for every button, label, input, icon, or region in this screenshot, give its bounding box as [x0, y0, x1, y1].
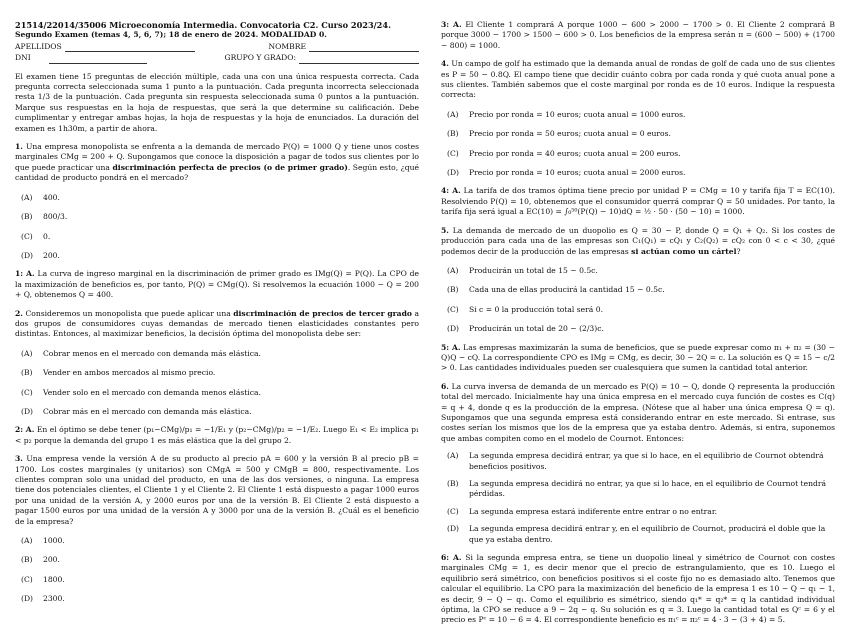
- nombre-input-line[interactable]: [309, 43, 419, 52]
- grupo-input-line[interactable]: [299, 55, 419, 64]
- q2-option-c[interactable]: (C) Vender solo en el mercado con demanda menos elástica.: [21, 387, 261, 397]
- dni-label: DNI: [15, 53, 31, 63]
- question-6: 6. La curva inversa de demanda de un mercado es P(Q) = 10 − Q, donde Q representa la producción total del mercado. Inicialmente hay una única empresa en el mercado cuya función de costes es C(q) = q + 4, donde q es la producción de la empresa. (Nótese que al haber una única empresa Q = q). Supongamos que una segunda empresa está considerando entrar en este mercado. Si entrase, sus costes serían los mismos que los de la empresa que ya estaba dentro. Además, si entra, suponemos que ambas compiten como en el modelo de Cournot. Entonces:: [441, 381, 835, 443]
- grupo-field[interactable]: [225, 53, 420, 63]
- name-fields-row: [15, 42, 419, 52]
- apellidos-input-line[interactable]: [65, 43, 195, 52]
- instructions-paragraph: El examen tiene 15 preguntas de elección múltiple, cada una con una única respuesta correcta. Cada pregunta correcta seleccionada suma 1 punto a la puntuación. Cada pregunta incorrecta seleccionada resta 1/3 de la puntuación. Cada pregunta sin respuesta seleccionada suma 0 puntos a la puntuación. Marque sus respuestas en la hoja de respuestas, que será la que determine su calificación. Debe cumplimentar y entregar ambas hojas, la hoja de respuestas y la hoja de enunciados. La duración del examen es 1h30m, a partir de ahora.: [15, 71, 419, 133]
- q6-option-b[interactable]: (B) La segunda empresa decidirá no entrar, ya que si lo hace, en el equilibrio de Cournot tendrá pérdidas.: [447, 479, 826, 499]
- q5-option-a[interactable]: (A) Producirán un total de 15 − 0.5c.: [447, 265, 598, 275]
- question-5: 5. La demanda de mercado de un duopolio es Q = 30 − P, donde Q = Q₁ + Q₂. Si los costes de producción para cada una de las empresas son C₁(Q₁) = cQ₁ y C₂(Q₂) = cQ₂ con 0 < c < 30, ¿qué podemos decir de la producción de las empresas si actúan como un cártel?: [441, 225, 835, 256]
- q3-option-a[interactable]: (A) 1000.: [21, 536, 65, 546]
- q1-option-d[interactable]: (D) 200.: [21, 250, 60, 260]
- id-fields-row: [15, 53, 419, 63]
- answer-6: 6: A. Si la segunda empresa entra, se tiene un duopolio lineal y simétrico de Cournot con costes marginales CMg = 1, es decir menor que el precio de estrangulamiento, que es 10. Luego el equilibrio será simétrico, con beneficios positivos si el coste fijo no es demasiado alto. Tenemos que calcular el equilibrio. La CPO para la maximización del beneficio de la empresa 1 es 10 − Q − q₁ − 1, es decir, 9 − Q − q₁. Como el equilibrio es simétrico, siendo q₁* = q₂* = q la cantidad individual óptima, la CPO se reduce a 9 − 2q − q. Su solución es q = 3. Luego la cantidad total es Qᶜ = 6 y el precio es Pᶜ = 10 − 6 = 4. El correspondiente beneficio es π₁ᶜ = π₂ᶜ = 4 · 3 − (3 + 4) = 5.: [441, 553, 835, 625]
- q4-option-d[interactable]: (D) Precio por ronda = 10 euros; cuota anual = 2000 euros.: [447, 168, 686, 178]
- q5-option-c[interactable]: (C) Si c = 0 la producción total será 0.: [447, 304, 603, 314]
- q1-option-b[interactable]: (B) 800/3.: [21, 212, 68, 222]
- nombre-label: NOMBRE: [268, 41, 306, 51]
- answer-3: 3: A. El Cliente 1 comprará A porque 1000 − 600 > 2000 − 1700 > 0. El Cliente 2 comprará B porque 3000 − 1700 > 1500 − 600 > 0. Los beneficios de la empresa serán π = (600 − 500) + (1700 − 800) = 1000.: [441, 20, 835, 50]
- q6-option-d[interactable]: (D) La segunda empresa decidirá entrar y, en el equilibrio de Cournot, producirá el doble que la que ya estaba dentro.: [447, 524, 826, 544]
- q2-option-d[interactable]: (D) Cobrar más en el mercado con demanda más elástica.: [21, 406, 252, 416]
- q6-option-c[interactable]: (C) La segunda empresa estará indiferente entre entrar o no entrar.: [447, 506, 718, 516]
- q3-option-d[interactable]: (D) 2300.: [21, 594, 65, 604]
- exam-title: 21514/22014/35006 Microeconomía Intermedia. Convocatoria C2. Curso 2023/24.: [15, 20, 391, 30]
- nombre-field[interactable]: [269, 42, 420, 52]
- answer-2: 2: A. En el óptimo se debe tener (p₁−CMg)/p₁ = −1/E₁ y (p₂−CMg)/p₂ = −1/E₂. Luego E₁ < E₂ implica p₁ < p₂ porque la demanda del grupo 1 es más elástica que la del grupo 2.: [15, 425, 419, 445]
- q5-option-b[interactable]: (B) Cada una de ellas producirá la cantidad 15 − 0.5c.: [447, 285, 665, 295]
- question-2: 2. Consideremos un monopolista que puede aplicar una discriminación de precios de tercer grado a dos grupos de consumidores cuyas demandas de mercado tienen elasticidades constantes pero distintas. Entonces, al maximizar beneficios, la decisión óptima del monopolista debe ser:: [15, 308, 419, 339]
- q4-option-a[interactable]: (A) Precio por ronda = 10 euros; cuota anual = 1000 euros.: [447, 109, 686, 119]
- answer-1: 1: A. La curva de ingreso marginal en la discriminación de primer grado es IMg(Q) = P(Q). La CPO de la maximización de beneficios es, por tanto, P(Q) = CMg(Q). Si resolvemos la ecuación 1000 − Q = 200 + Q, obtenemos Q = 400.: [15, 269, 419, 300]
- question-3: 3. Una empresa vende la versión A de su producto al precio pA = 600 y la versión B al precio pB = 1700. Los costes marginales (y unitarios) son CMgA = 500 y CMgB = 800, respectivamente. Los clientes compran solo una unidad del producto, en una de las dos versiones, o ninguna. La empresa tiene dos potenciales clientes, el Cliente 1 y el Cliente 2. El Cliente 1 está dispuesto a pagar 1000 euros por una unidad de la versión A, y 2000 euros por una de la versión B. El Cliente 2 está dispuesto a pagar 1500 euros por una unidad de la versión A y 3000 por una de la versión B. ¿Cuál es el beneficio de la empresa?: [15, 454, 419, 526]
- q5-option-d[interactable]: (D) Producirán un total de 20 − (2/3)c.: [447, 324, 604, 334]
- q6-option-a[interactable]: (A) La segunda empresa decidirá entrar, ya que si lo hace, en el equilibrio de Cournot obtendrá beneficios positivos.: [447, 451, 824, 471]
- q4-option-b[interactable]: (B) Precio por ronda = 50 euros; cuota anual = 0 euros.: [447, 129, 671, 139]
- question-4: 4. Un campo de golf ha estimado que la demanda anual de rondas de golf de cada uno de sus clientes es P = 50 − 0.8Q. El campo tiene que decidir cuánto cobra por cada ronda y qué cuota anual pone a sus clientes. También sabemos que el coste marginal por ronda es de 10 euros. Indique la respuesta correcta:: [441, 59, 835, 100]
- q3-option-c[interactable]: (C) 1800.: [21, 574, 65, 584]
- dni-input-line[interactable]: [49, 55, 147, 64]
- dni-field[interactable]: [15, 53, 147, 63]
- q2-option-b[interactable]: (B) Vender en ambos mercados al mismo precio.: [21, 368, 216, 378]
- left-column: [15, 20, 419, 605]
- q1-option-c[interactable]: (C) 0.: [21, 231, 51, 241]
- grupo-label: GRUPO Y GRADO:: [224, 53, 296, 63]
- apellidos-label: APELLIDOS: [15, 41, 62, 51]
- q2-option-a[interactable]: (A) Cobrar menos en el mercado con demanda más elástica.: [21, 348, 261, 358]
- answer-4: 4: A. La tarifa de dos tramos óptima tiene precio por unidad P = CMg = 10 y tarifa fija T = EC(10). Resolviendo P(Q) = 10, obtenemos que el consumidor querrá comprar Q = 50 unidades. Por tanto, la tarifa fija será igual a EC(10) = ∫₀⁵⁰(P(Q) − 10)dQ = ½ · 50 · (50 − 10) = 1000.: [441, 186, 835, 217]
- apellidos-field[interactable]: [15, 42, 195, 52]
- q3-option-b[interactable]: (B) 200.: [21, 555, 60, 565]
- question-1: 1. Una empresa monopolista se enfrenta a la demanda de mercado P(Q) = 1000 Q y tiene unos costes marginales CMg = 200 + Q. Supongamos que conoce la disposición a pagar de todos sus clientes por lo que puede practicar una discriminación perfecta de precios (o de primer grado). Según esto, ¿qué cantidad de producto pondrá en el mercado?: [15, 142, 419, 183]
- right-column: [441, 20, 835, 626]
- exam-subtitle: Segundo Examen (temas 4, 5, 6, 7); 18 de enero de 2024. MODALIDAD 0.: [15, 30, 327, 40]
- q4-option-c[interactable]: (C) Precio por ronda = 40 euros; cuota anual = 200 euros.: [447, 148, 681, 158]
- answer-5: 5: A. Las empresas maximizarán la suma de beneficios, que se puede expresar como π₁ + π₂ = (30 − Q)Q − cQ. La correspondiente CPO es IMg = CMg, es decir, 30 − 2Q = c. La solución es Q = 15 − c/2 > 0. Las cantidades individuales pueden ser cualesquiera que sumen la cantidad total anterior.: [441, 342, 835, 373]
- q1-option-a[interactable]: (A) 400.: [21, 192, 60, 202]
